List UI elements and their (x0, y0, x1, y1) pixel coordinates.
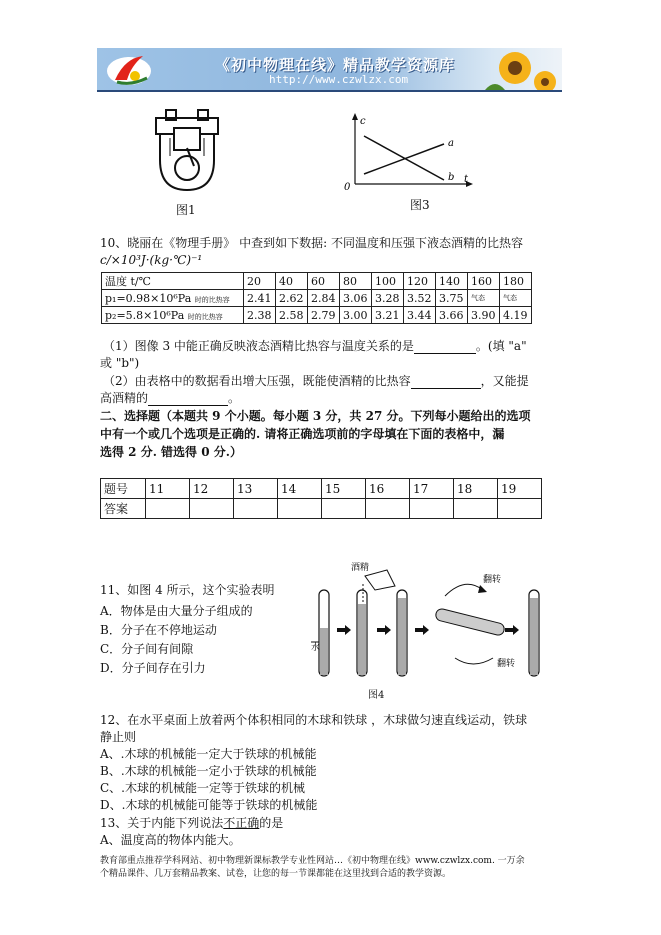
q10-sub2-cont: 高酒精的 。 (100, 391, 241, 405)
figure-3-caption: 图3 (410, 198, 430, 212)
logo-icon (103, 50, 161, 88)
q10-data-table (101, 272, 532, 324)
table-cell: 气态 (500, 290, 532, 307)
table-cell: 答案 (101, 499, 146, 519)
q10-sub1-cont: 或 "b") (100, 356, 140, 370)
q10-unit: c/×10³J·(kg·℃)⁻¹ (100, 253, 203, 267)
banner-url: http://www.czwlzx.com (269, 73, 409, 86)
table-cell: 2.79 (308, 307, 340, 324)
q12-stem-cont: 静止则 (100, 730, 137, 744)
table-cell: 2.38 (244, 307, 276, 324)
answer-cell[interactable] (410, 499, 454, 519)
q12-stem: 12、在水平桌面上放着两个体积相同的木球和铁球 ，木球做匀速直线运动，铁球 (100, 713, 528, 727)
table-cell: 17 (410, 479, 454, 499)
q11-option-a: A．物体是由大量分子组成的 (100, 604, 253, 618)
origin-label: 0 (344, 182, 351, 193)
table-cell: 18 (454, 479, 498, 499)
answer-cell[interactable] (278, 499, 322, 519)
table-cell: 3.90 (468, 307, 500, 324)
answer-cell[interactable] (498, 499, 542, 519)
table-cell: 2.41 (244, 290, 276, 307)
table-cell: 160 (468, 273, 500, 290)
q12-option-b: B、.木球的机械能一定小于铁球的机械能 (100, 764, 317, 778)
table-cell: 3.52 (404, 290, 436, 307)
table-cell: 2.84 (308, 290, 340, 307)
q11-option-b: B．分子在不停地运动 (100, 623, 217, 637)
table-row (101, 499, 542, 519)
table-cell: 100 (372, 273, 404, 290)
axis-c-label: c (360, 116, 366, 127)
table-cell: 3.06 (340, 290, 372, 307)
line-a-label: a (448, 138, 454, 149)
answer-blank[interactable] (148, 393, 228, 406)
table-cell: 19 (498, 479, 542, 499)
q10-sub1: （1）图像 3 中能正确反映液态酒精比热容与温度关系的是 。(填 "a" (103, 339, 527, 353)
line-a (364, 144, 444, 174)
answer-cell[interactable] (146, 499, 190, 519)
table-cell: 3.75 (436, 290, 468, 307)
section2-line2: 中有一个或几个选项是正确的. 请将正确选项前的字母填在下面的表格中，漏 (100, 427, 505, 441)
table-cell: 12 (190, 479, 234, 499)
q11-stem: 11、如图 4 所示，这个实验表明 (100, 583, 275, 597)
line-b (364, 136, 444, 180)
table-header-row (102, 273, 532, 290)
table-cell: 4.19 (500, 307, 532, 324)
table-cell: 11 (146, 479, 190, 499)
table-row (102, 307, 532, 324)
sunflower-icon (475, 48, 562, 90)
table-cell: 120 (404, 273, 436, 290)
table-cell: 3.66 (436, 307, 468, 324)
footer-line1: 教育部重点推荐学科网站、初中物理新课标教学专业性网站…《初中物理在线》www.czwlzx.com. 一万余 (100, 856, 525, 866)
table-cell: 140 (436, 273, 468, 290)
figure-4-caption: 图4 (368, 690, 385, 701)
water-label: 水 (311, 643, 321, 653)
answer-blank[interactable] (411, 376, 481, 389)
emphasis-not-correct: 不正确 (223, 816, 260, 830)
q11-option-d: D．分子间存在引力 (100, 661, 206, 675)
banner-title: 《初中物理在线》精品教学资源库 (215, 56, 456, 74)
alcohol-label: 酒精 (351, 563, 370, 573)
answer-table (100, 478, 542, 519)
row-label-p1: p₁=0.98×10⁶Pa 时的比热容 (102, 290, 244, 307)
table-cell: 60 (308, 273, 340, 290)
table-cell: 2.58 (276, 307, 308, 324)
table-row (102, 290, 532, 307)
table-cell: 3.00 (340, 307, 372, 324)
answer-cell[interactable] (190, 499, 234, 519)
table-cell: 3.21 (372, 307, 404, 324)
figure-4-experiment (305, 558, 555, 683)
answer-blank[interactable] (414, 341, 476, 354)
table-cell: 20 (244, 273, 276, 290)
table-cell: 题号 (101, 479, 146, 499)
table-cell: 80 (340, 273, 372, 290)
table-cell: 13 (234, 479, 278, 499)
row-label-p2: p₂=5.8×10⁶Pa 时的比热容 (102, 307, 244, 324)
answer-cell[interactable] (322, 499, 366, 519)
answer-cell[interactable] (454, 499, 498, 519)
header-banner (97, 48, 562, 92)
q10-sub2: （2）由表格中的数据看出增大压强，既能使酒精的比热容 ，又能提 (103, 374, 529, 388)
q11-option-c: C．分子间有间隙 (100, 642, 194, 656)
flip-label-bottom: 翻转 (497, 659, 516, 669)
q12-option-a: A、.木球的机械能一定大于铁球的机械能 (100, 747, 317, 761)
table-cell: 3.44 (404, 307, 436, 324)
table-cell: 温度 t/℃ (102, 273, 244, 290)
table-cell: 2.62 (276, 290, 308, 307)
answer-cell[interactable] (366, 499, 410, 519)
q12-option-d: D、.木球的机械能可能等于铁球的机械能 (100, 798, 318, 812)
footer-line2: 个精品课件、几万套精品教案、试卷，让您的每一节课都能在这里找到合适的教学资源。 (100, 869, 452, 879)
flip-label-top: 翻转 (483, 575, 502, 585)
engine-diagram (152, 108, 232, 198)
table-cell: 气态 (468, 290, 500, 307)
section2-line1: 二、选择题（本题共 9 个小题。每小题 3 分，共 27 分。下列每小题给出的选项 (100, 409, 531, 423)
table-cell: 3.28 (372, 290, 404, 307)
answer-cell[interactable] (234, 499, 278, 519)
table-cell: 16 (366, 479, 410, 499)
table-cell: 40 (276, 273, 308, 290)
q12-option-c: C、.木球的机械能一定等于铁球的机械 (100, 781, 305, 795)
section2-line3: 选得 2 分. 错选得 0 分.） (100, 445, 242, 459)
table-cell: 14 (278, 479, 322, 499)
q13-option-a: A、温度高的物体内能大。 (100, 833, 241, 847)
table-cell: 15 (322, 479, 366, 499)
axis-t-label: t (464, 174, 469, 185)
q13-stem: 13、关于内能下列说法不正确的是 (100, 816, 284, 830)
table-row (101, 479, 542, 499)
figure-1-caption: 图1 (176, 203, 196, 217)
line-b-label: b (448, 172, 455, 183)
figure-3-graph (340, 112, 480, 194)
q10-stem: 10、晓丽在《物理手册》 中查到如下数据: 不同温度和压强下液态酒精的比热容 (100, 236, 523, 250)
table-cell: 180 (500, 273, 532, 290)
